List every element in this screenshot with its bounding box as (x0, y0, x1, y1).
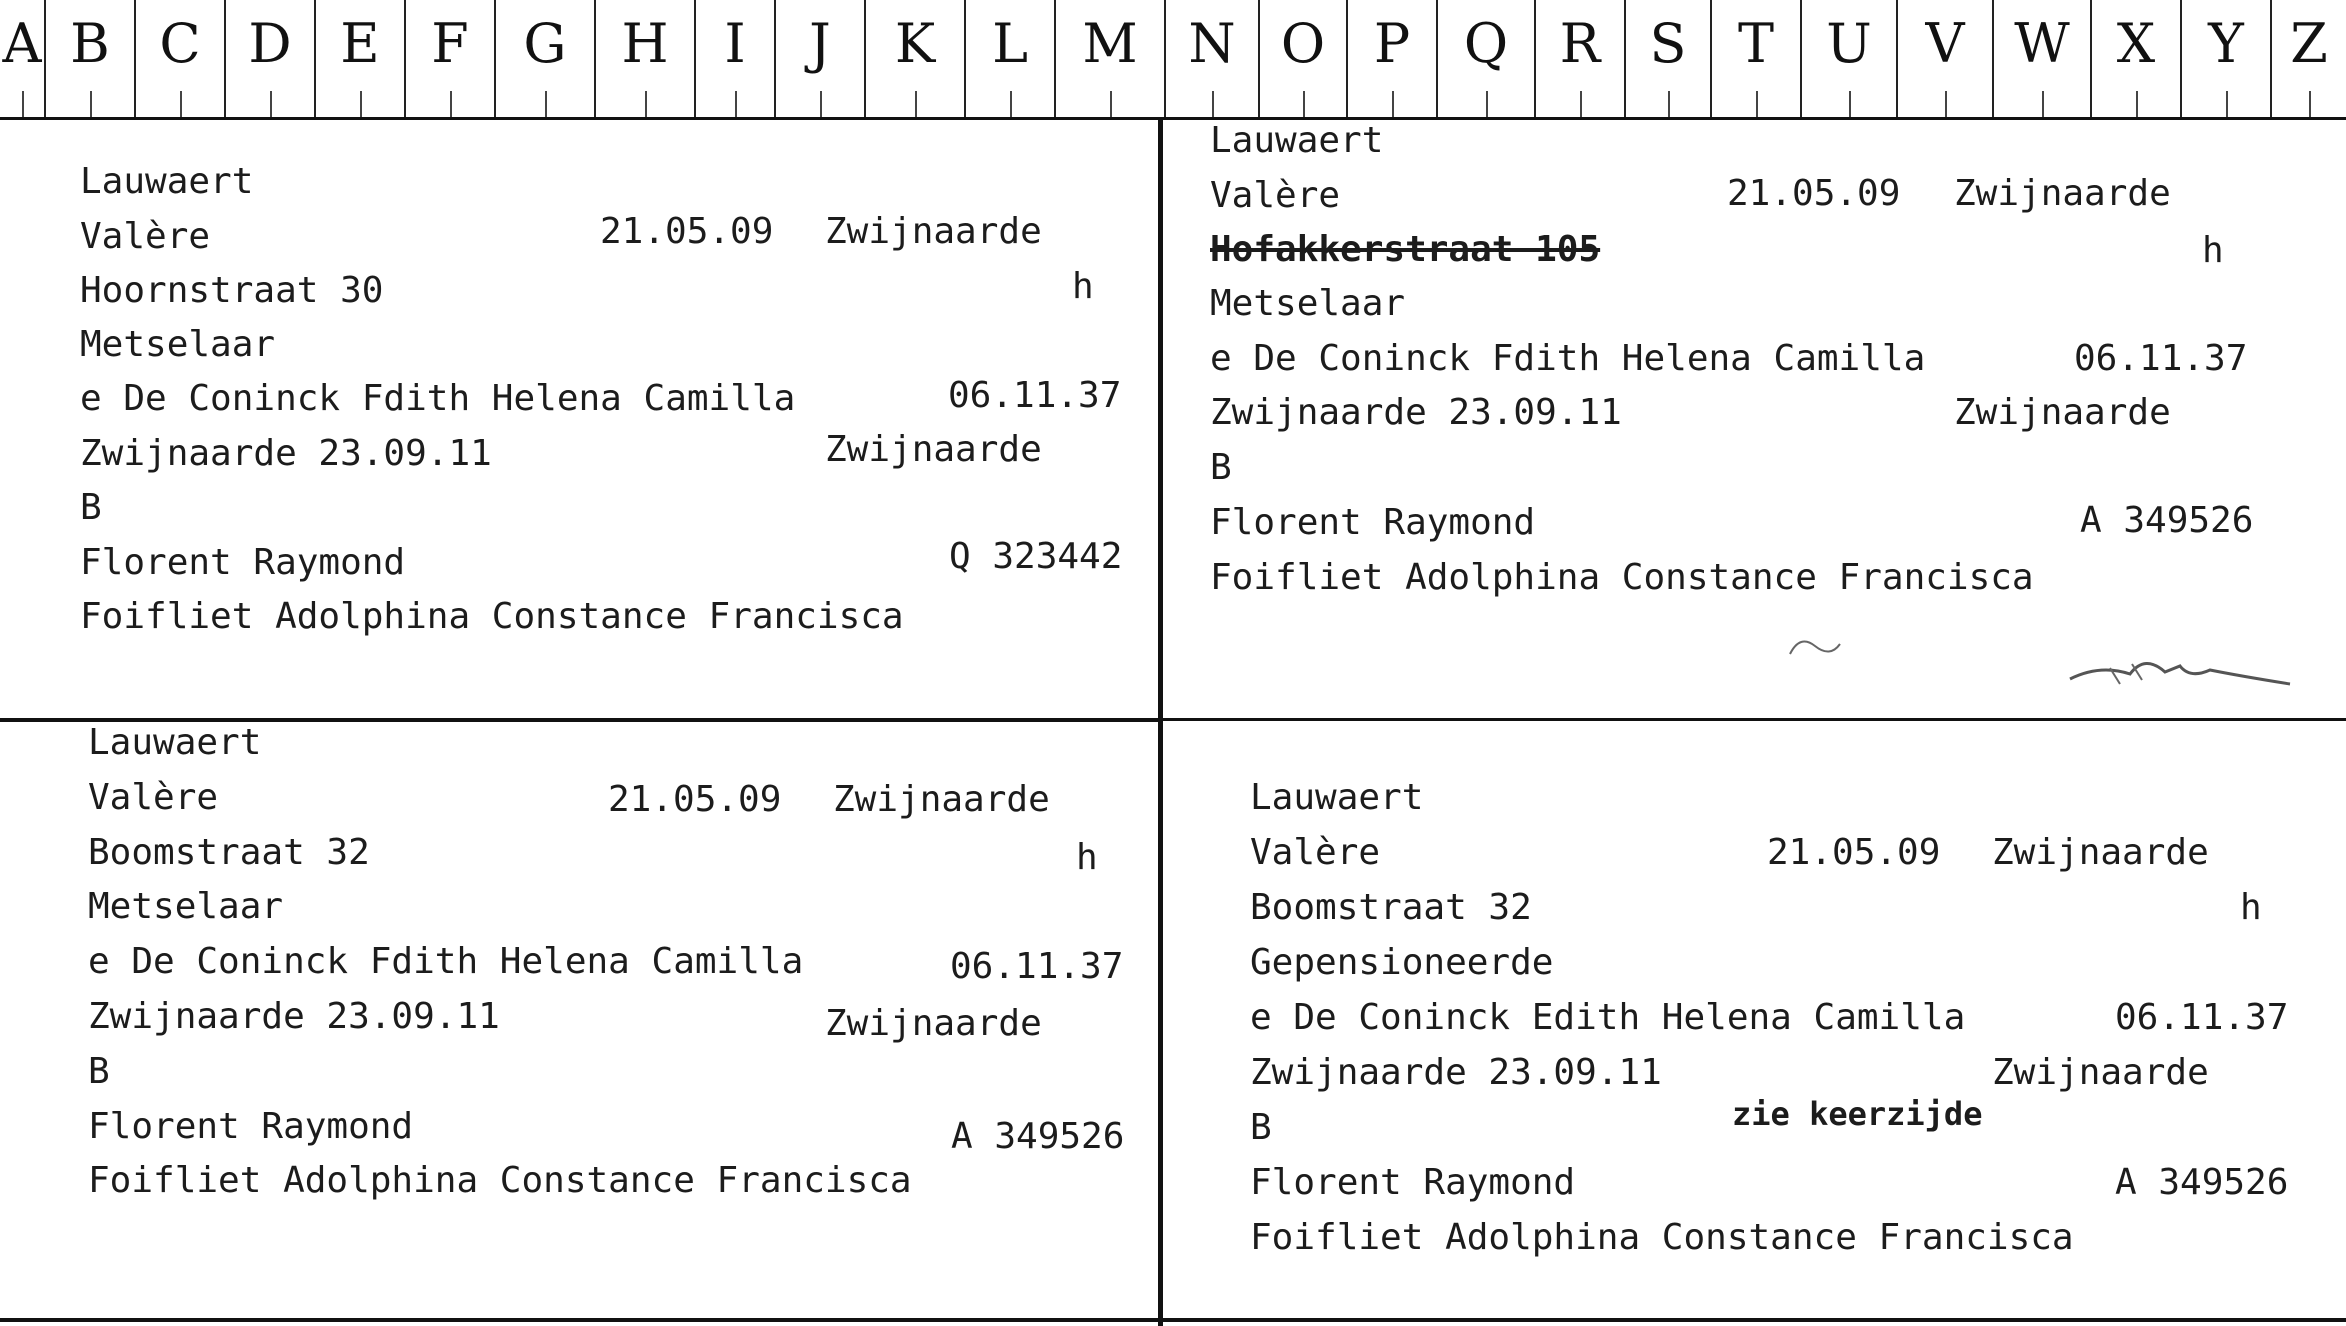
registration-number: A 349526 (2115, 1162, 2289, 1203)
spouse: e De Coninck Fdith Helena Camilla (80, 378, 796, 419)
registration-number: A 349526 (951, 1116, 1125, 1157)
marriage-municipality: Zwijnaarde (825, 1003, 1042, 1044)
birth-date: 21.05.09 (600, 211, 774, 252)
birth-date: 21.05.09 (1767, 832, 1941, 873)
code: B (88, 1051, 110, 1092)
first-name: Valère (1210, 175, 1341, 216)
address-mark: h (1076, 837, 1098, 878)
index-letter: M (1054, 0, 1164, 117)
index-letter: P (1346, 0, 1436, 117)
occupation: Metselaar (80, 324, 276, 365)
index-letter: N (1164, 0, 1258, 117)
code: B (1250, 1107, 1272, 1148)
registration-number: A 349526 (2080, 500, 2254, 541)
reverse-side-note: zie keerzijde (1732, 1095, 1983, 1133)
spouse-birth-date: 06.11.37 (950, 946, 1124, 987)
index-letter: B (44, 0, 134, 117)
mother: Foifliet Adolphina Constance Francisca (88, 1160, 912, 1201)
occupation: Metselaar (1210, 283, 1406, 324)
marriage-municipality: Zwijnaarde (1992, 1052, 2209, 1093)
index-letter: G (494, 0, 594, 117)
father: Florent Raymond (88, 1106, 414, 1147)
index-letter: K (864, 0, 964, 117)
birth-place: Zwijnaarde (833, 779, 1050, 820)
spouse-birth-date: 06.11.37 (948, 375, 1122, 416)
ink-scribble (1770, 584, 2330, 694)
address: Hoornstraat 30 (80, 270, 384, 311)
birth-place: Zwijnaarde (1992, 832, 2209, 873)
spouse: e De Coninck Fdith Helena Camilla (88, 941, 804, 982)
birth-date: 21.05.09 (1727, 173, 1901, 214)
index-letter: Y (2180, 0, 2270, 117)
index-letter: E (314, 0, 404, 117)
father: Florent Raymond (1210, 502, 1536, 543)
first-name: Valère (88, 777, 219, 818)
father: Florent Raymond (1250, 1162, 1576, 1203)
spouse: e De Coninck Fdith Helena Camilla (1210, 338, 1926, 379)
index-letter: D (224, 0, 314, 117)
struck-address: Hofakkerstraat 105 (1210, 229, 1601, 270)
index-letter: U (1800, 0, 1896, 117)
index-letter: H (594, 0, 694, 117)
marriage-place-date: Zwijnaarde 23.09.11 (1250, 1052, 1662, 1093)
surname: Lauwaert (80, 161, 254, 202)
alphabet-index-ruler (0, 0, 2346, 120)
index-letter: I (694, 0, 774, 117)
code: B (80, 487, 102, 528)
spouse-birth-date: 06.11.37 (2074, 338, 2248, 379)
card-divider-vertical (1158, 117, 1163, 1326)
index-letter: W (1992, 0, 2090, 117)
index-letter: J (774, 0, 864, 117)
marriage-place-date: Zwijnaarde 23.09.11 (80, 433, 492, 474)
spouse: e De Coninck Edith Helena Camilla (1250, 997, 1966, 1038)
mother: Foifliet Adolphina Constance Francisca (1250, 1217, 2074, 1258)
address: Boomstraat 32 (88, 832, 370, 873)
surname: Lauwaert (88, 722, 262, 763)
record-card (1210, 114, 2330, 704)
first-name: Valère (1250, 832, 1381, 873)
mother: Foifliet Adolphina Constance Francisca (1210, 557, 2034, 598)
registration-number: Q 323442 (949, 536, 1123, 577)
marriage-place-date: Zwijnaarde 23.09.11 (1210, 392, 1622, 433)
marriage-municipality: Zwijnaarde (1954, 392, 2171, 433)
occupation: Metselaar (88, 886, 284, 927)
index-letter: S (1624, 0, 1710, 117)
father: Florent Raymond (80, 542, 406, 583)
occupation: Gepensioneerde (1250, 942, 1554, 983)
marriage-place-date: Zwijnaarde 23.09.11 (88, 996, 500, 1037)
card-divider-bottom (0, 1318, 2346, 1322)
index-letter: A (0, 0, 44, 117)
address-mark: h (1072, 266, 1094, 307)
address-mark: h (2202, 230, 2224, 271)
index-letter: O (1258, 0, 1346, 117)
index-letter: L (964, 0, 1054, 117)
record-card (88, 716, 1148, 1256)
spouse-birth-date: 06.11.37 (2115, 997, 2289, 1038)
surname: Lauwaert (1210, 120, 1384, 161)
index-letter: Q (1436, 0, 1534, 117)
index-letter: C (134, 0, 224, 117)
index-letter: T (1710, 0, 1800, 117)
index-letter: Z (2270, 0, 2346, 117)
birth-place: Zwijnaarde (1954, 173, 2171, 214)
card-divider-horizontal-right (1163, 718, 2346, 721)
record-card (1250, 771, 2340, 1291)
address-mark: h (2240, 887, 2262, 928)
mother: Foifliet Adolphina Constance Francisca (80, 596, 904, 637)
record-card (80, 155, 1150, 695)
surname: Lauwaert (1250, 777, 1424, 818)
index-letter: R (1534, 0, 1624, 117)
marriage-municipality: Zwijnaarde (825, 429, 1042, 470)
index-letter: V (1896, 0, 1992, 117)
address: Boomstraat 32 (1250, 887, 1532, 928)
first-name: Valère (80, 216, 211, 257)
code: B (1210, 447, 1232, 488)
index-letter: F (404, 0, 494, 117)
index-letter: X (2090, 0, 2180, 117)
birth-date: 21.05.09 (608, 779, 782, 820)
birth-place: Zwijnaarde (825, 211, 1042, 252)
